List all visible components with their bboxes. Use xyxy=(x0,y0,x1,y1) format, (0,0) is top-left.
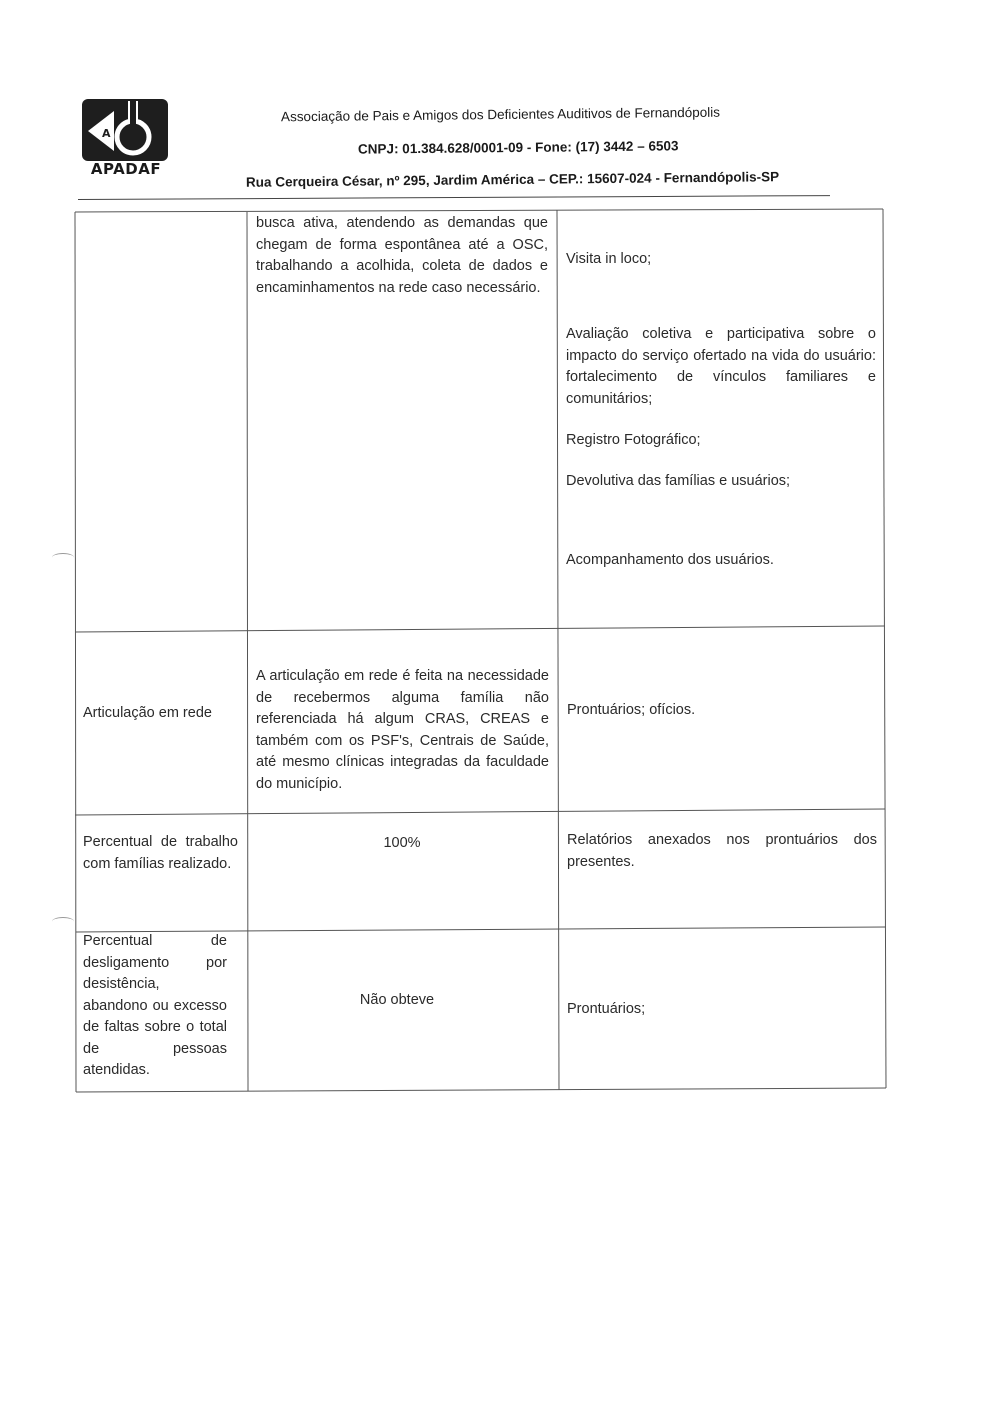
verification-item: Devolutiva das famílias e usuários; xyxy=(566,473,791,489)
logo-wordmark: APADAF xyxy=(90,160,162,178)
table-cell-description: 100% xyxy=(383,835,421,851)
verification-item: Registro Fotográfico; xyxy=(566,432,701,448)
scan-artifact xyxy=(52,553,74,562)
verification-item: Avaliação coletiva e participativa sobre o impacto do serviço ofertado na vida do usuário: fortalecimento de vínculos familiares e comunitários; xyxy=(566,326,876,407)
table-cell-description: busca ativa, atendendo as demandas que chegam de forma espontânea até a OSC, trabalhando a acolhida, coleta de dados e encaminhamentos na rede caso necessário. xyxy=(256,215,548,296)
table-cell-verification: Prontuários; xyxy=(567,1001,646,1017)
verification-item: Acompanhamento dos usuários. xyxy=(566,552,774,568)
address: Rua Cerqueira César, nº 295, Jardim América – CEP.: 15607-024 - Fernandópolis-SP xyxy=(245,169,780,190)
table-cell-verification: Prontuários; ofícios. xyxy=(567,702,696,718)
scan-artifact xyxy=(52,917,74,926)
table-cell-verification: Relatórios anexados nos prontuários dos presentes. xyxy=(567,832,877,870)
verification-item: Visita in loco; xyxy=(566,251,652,267)
table-cell-label: Percentual de trabalho com famílias realizado. xyxy=(83,834,238,872)
table-cell-label: Articulação em rede xyxy=(83,705,212,721)
svg-text:A: A xyxy=(102,127,111,140)
table-cell-description: A articulação em rede é feita na necessidade de recebermos alguma família não referenciada há algum CRAS, CREAS e também com os PSF's, Centrais de Saúde, até mesmo clínicas integradas da faculdade do município. xyxy=(256,668,549,792)
table-cell-label: Percentual de desligamento por desistência, abandono ou excesso de faltas sobre o total de pessoas atendidas. xyxy=(83,933,227,1078)
organization-name: Associação de Pais e Amigos dos Deficientes Auditivos de Fernandópolis xyxy=(280,104,721,125)
cnpj-phone: CNPJ: 01.384.628/0001-09 - Fone: (17) 3442 – 6503 xyxy=(357,138,679,157)
table-cell-description: Não obteve xyxy=(359,992,435,1008)
